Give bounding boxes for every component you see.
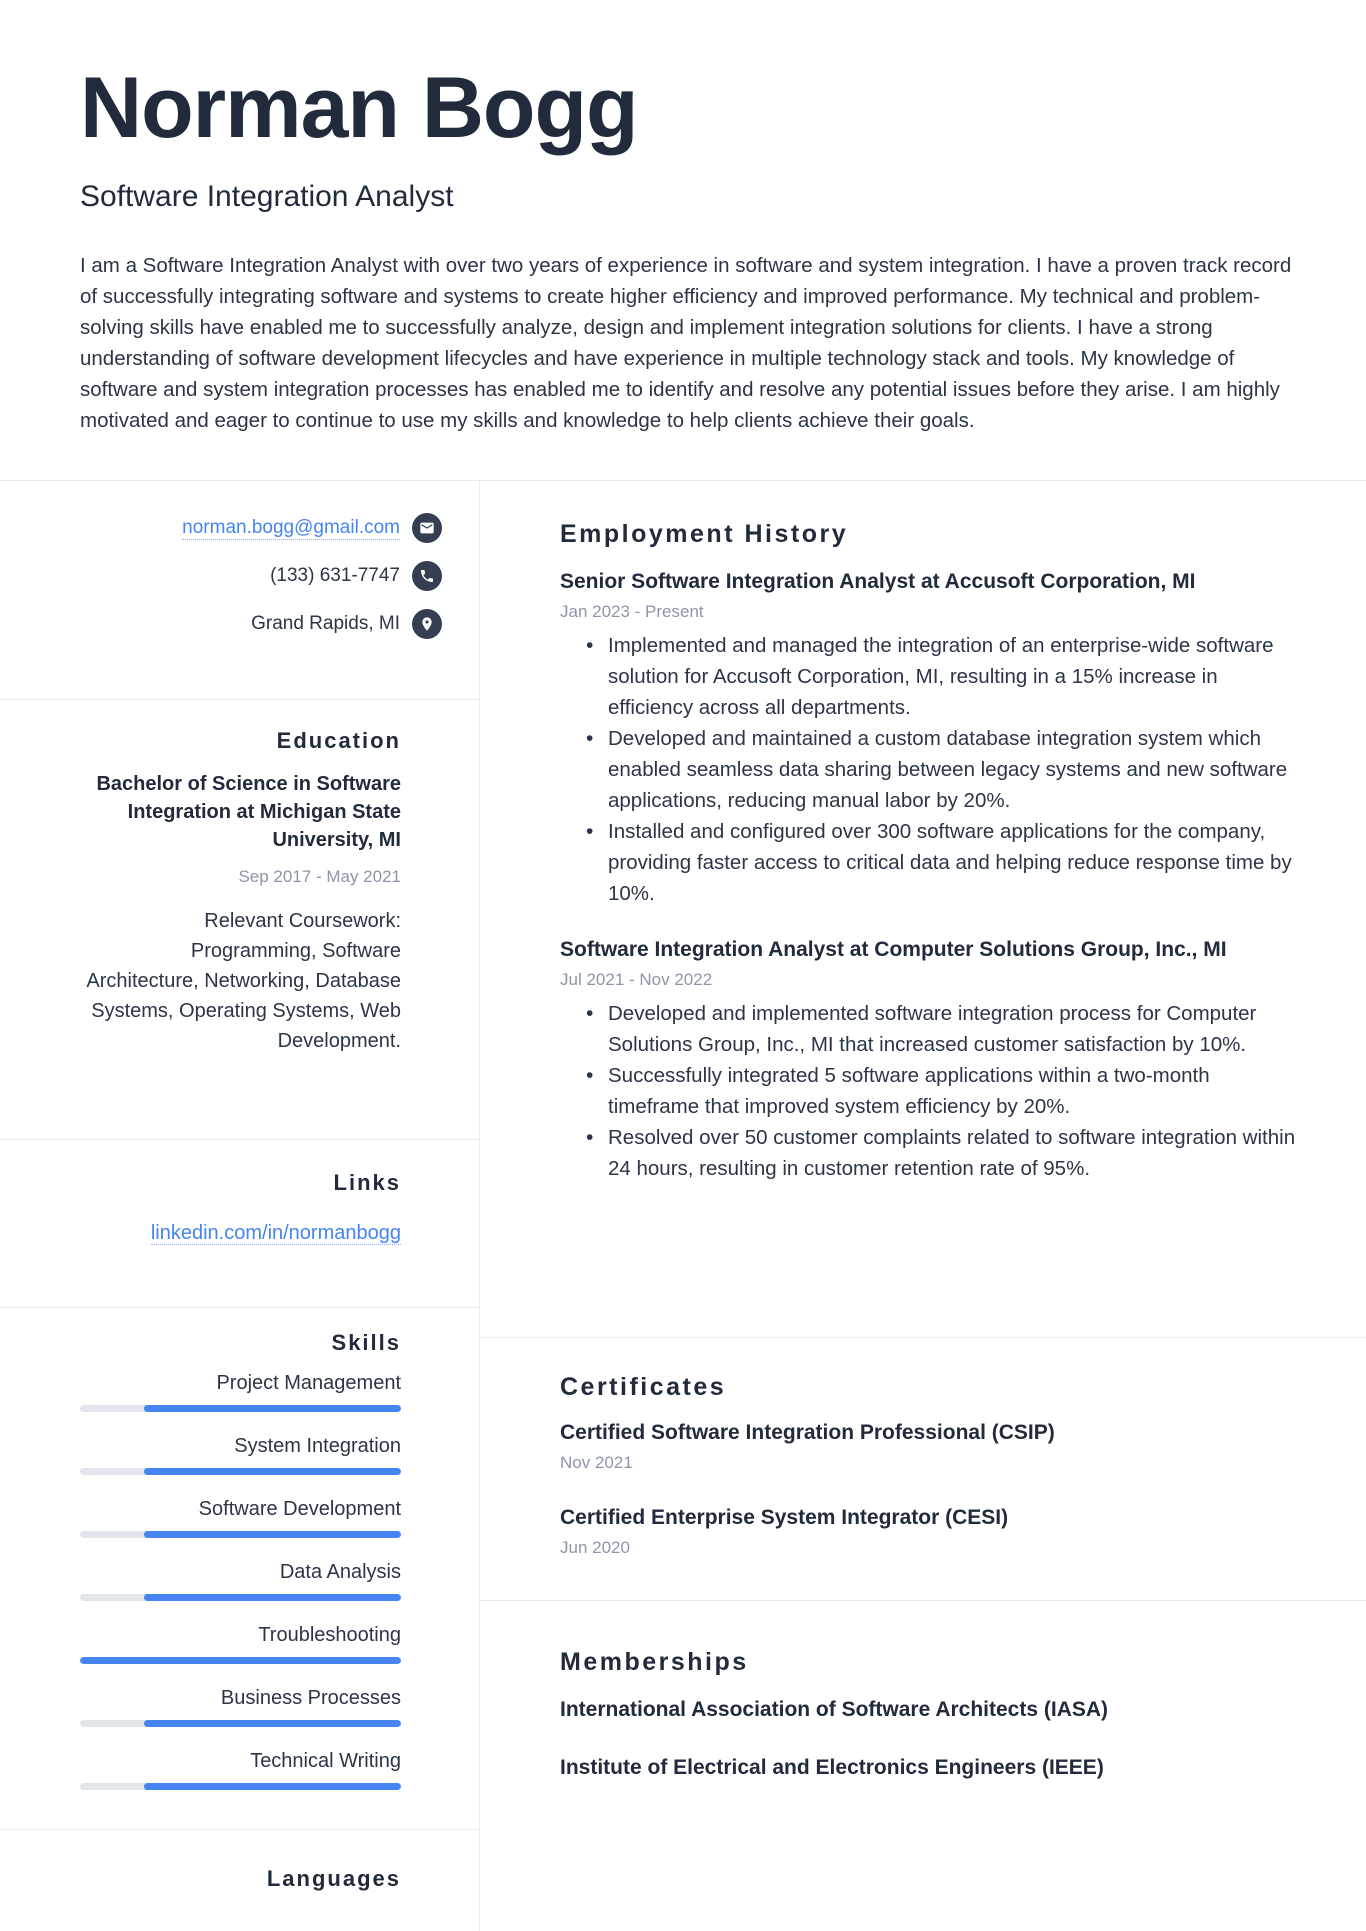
skill-bar: [80, 1783, 401, 1790]
skills-heading: Skills: [331, 1330, 401, 1355]
location-text: Grand Rapids, MI: [251, 613, 400, 634]
phone-icon: [412, 561, 442, 591]
skill-row: [80, 1559, 401, 1601]
skill-row: [80, 1685, 401, 1727]
candidate-name: Norman Bogg: [80, 60, 638, 156]
certificate-date: Jun 2020: [560, 1538, 630, 1557]
skill-name: System Integration: [234, 1435, 401, 1457]
skill-bar: [80, 1657, 401, 1664]
skill-bar: [80, 1594, 401, 1601]
candidate-job-title: Software Integration Analyst: [80, 180, 454, 213]
job-entry: [560, 935, 1300, 1184]
skill-row: [80, 1370, 401, 1412]
skill-row: [80, 1496, 401, 1538]
certificate-item: [560, 1503, 1300, 1560]
job-bullet: • Successfully integrated 5 software applications within a two-month timeframe that improved system efficiency by 20%.: [560, 1060, 1300, 1122]
membership-title: Institute of Electrical and Electronics Engineers (IEEE): [560, 1756, 1104, 1779]
skill-name: Software Development: [198, 1498, 401, 1520]
skills-section: [0, 1308, 479, 1830]
skill-name: Troubleshooting: [258, 1624, 401, 1646]
education-coursework: Relevant Coursework: Programming, Software Architecture, Networking, Database Systems, Operating Systems, Web Development.: [86, 910, 401, 1052]
job-bullet-list: [560, 998, 1300, 1184]
skill-bar: [80, 1405, 401, 1412]
job-dates: Jan 2023 - Present: [560, 602, 704, 621]
membership-item: [560, 1753, 1300, 1783]
skill-name: Project Management: [216, 1372, 401, 1394]
memberships-section: [480, 1600, 1366, 1783]
contact-row-location: [80, 609, 442, 639]
resume-header: [0, 0, 1366, 481]
skill-name: Technical Writing: [250, 1750, 401, 1772]
job-dates: Jul 2021 - Nov 2022: [560, 970, 713, 989]
job-bullet: • Resolved over 50 customer complaints related to software integration within 24 hours, resulting in customer retention rate of 95%.: [560, 1122, 1300, 1184]
skill-row: [80, 1433, 401, 1475]
contact-row-email: [80, 513, 442, 543]
education-heading: Education: [276, 728, 401, 753]
job-bullet-list: [560, 630, 1300, 909]
job-entry: [560, 567, 1300, 909]
links-heading: Links: [333, 1170, 401, 1195]
languages-section: [0, 1830, 479, 1894]
education-dates: Sep 2017 - May 2021: [238, 867, 401, 886]
skill-name: Business Processes: [220, 1687, 401, 1709]
education-section: [0, 700, 479, 1140]
education-degree: Bachelor of Science in Software Integration at Michigan State University, MI: [96, 773, 401, 851]
membership-item: [560, 1695, 1300, 1725]
skill-bar: [80, 1468, 401, 1475]
membership-title: International Association of Software Architects (IASA): [560, 1698, 1109, 1721]
links-section: [0, 1140, 479, 1308]
skills-list: [80, 1370, 401, 1790]
email-link[interactable]: norman.bogg@gmail.com: [182, 516, 400, 538]
certificates-heading: Certificates: [560, 1373, 727, 1401]
job-bullet: • Developed and maintained a custom database integration system which enabled seamless data sharing between legacy systems and new software applications, reducing manual labor by 20%.: [560, 723, 1300, 816]
certificate-item: [560, 1418, 1300, 1475]
employment-history-heading: Employment History: [560, 520, 849, 548]
linkedin-link[interactable]: linkedin.com/in/normanbogg: [150, 1222, 401, 1244]
location-pin-icon: [412, 609, 442, 639]
memberships-heading: Memberships: [560, 1648, 749, 1676]
employment-history-section: [480, 481, 1366, 1337]
phone-number: (133) 631-7747: [270, 565, 400, 586]
job-bullet: • Developed and implemented software integration process for Computer Solutions Group, Inc., MI that increased customer satisfaction by 10%.: [560, 998, 1300, 1060]
skill-row: [80, 1622, 401, 1664]
job-bullet: • Implemented and managed the integration of an enterprise-wide software solution for Accusoft Corporation, MI, resulting in a 15% increase in efficiency across all departments.: [560, 630, 1300, 723]
sidebar: [0, 481, 480, 1931]
profile-summary: I am a Software Integration Analyst with over two years of experience in software and system integration. I have a proven track record of successfully integrating software and systems to create higher efficiency and improved performance. My technical and problem-solving skills have enabled me to successfully analyze, design and implement integration solutions for clients. I have a strong understanding of software development lifecycles and have experience in multiple technology stack and tools. My knowledge of software and system integration processes has enabled me to identify and resolve any potential issues before they arise. I am highly motivated and eager to continue to use my skills and knowledge to help clients achieve their goals.: [80, 254, 1292, 432]
email-icon: [412, 513, 442, 543]
main-column: [480, 481, 1366, 1931]
skill-bar: [80, 1531, 401, 1538]
skill-bar: [80, 1720, 401, 1727]
resume-body: [0, 481, 1366, 1931]
skill-row: [80, 1748, 401, 1790]
job-bullet: • Installed and configured over 300 software applications for the company, providing faster access to critical data and helping reduce response time by 10%.: [560, 816, 1300, 909]
certificates-section: [480, 1337, 1366, 1600]
job-title: Software Integration Analyst at Computer Solutions Group, Inc., MI: [560, 938, 1227, 961]
certificate-title: Certified Software Integration Professional (CSIP): [560, 1421, 1055, 1444]
languages-heading: Languages: [266, 1866, 401, 1891]
contact-section: [0, 481, 479, 700]
contact-row-phone: [80, 561, 442, 591]
skill-name: Data Analysis: [279, 1561, 401, 1583]
certificate-date: Nov 2021: [560, 1453, 633, 1472]
job-title: Senior Software Integration Analyst at Accusoft Corporation, MI: [560, 570, 1196, 593]
certificate-title: Certified Enterprise System Integrator (CESI): [560, 1506, 1009, 1529]
